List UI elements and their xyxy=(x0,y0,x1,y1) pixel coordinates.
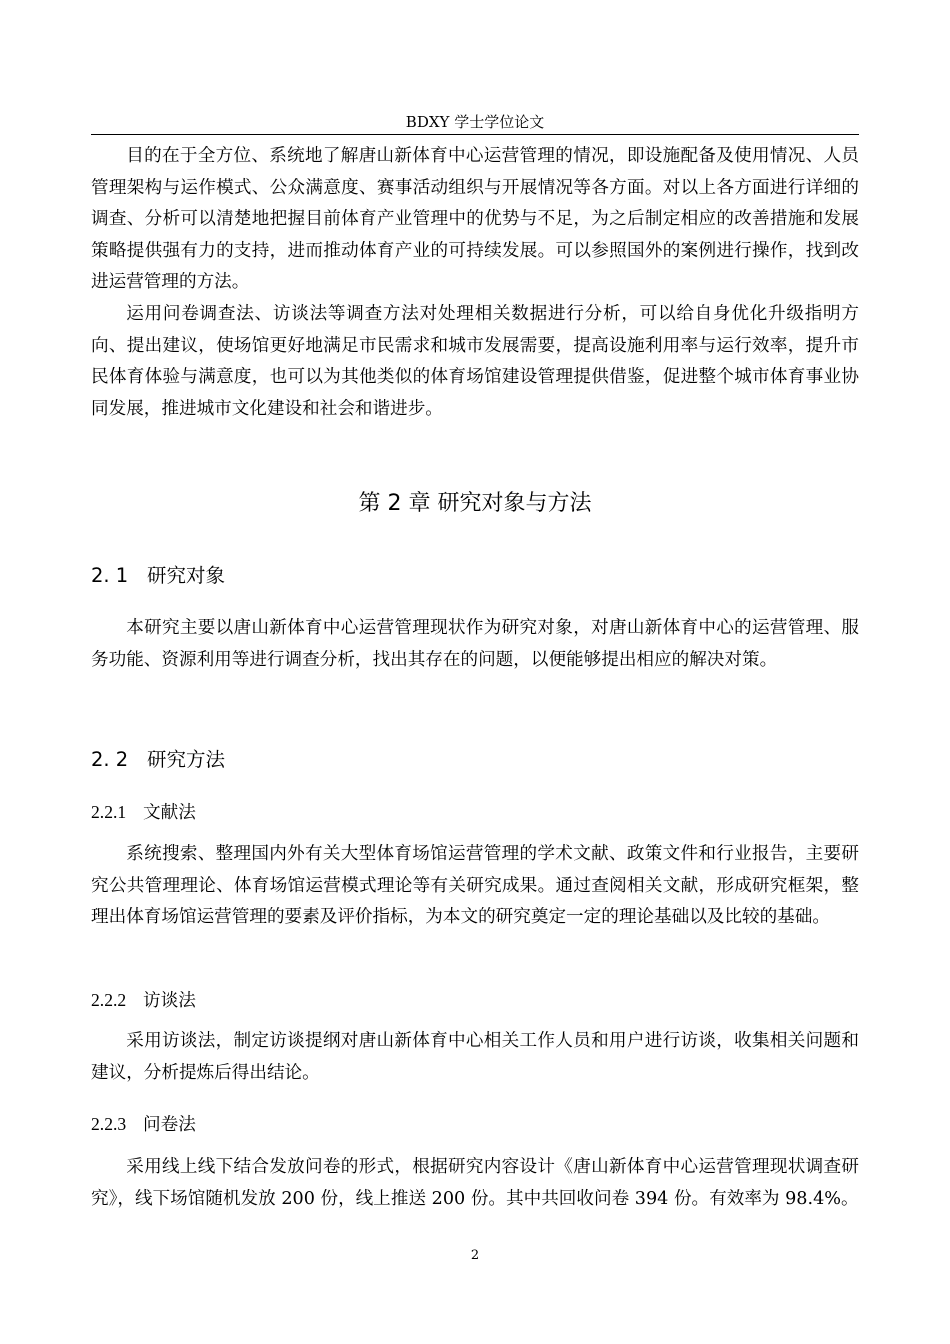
subsection-2-2-3-paragraph: 采用线上线下结合发放问卷的形式，根据研究内容设计《唐山新体育中心运营管理现状调查研究》，线下场馆随机发放 200 份，线上推送 200 份。其中共回收问卷 394 份。有效率为 98.4%。 xyxy=(91,1157,859,1209)
header-divider xyxy=(91,134,859,135)
subsection-heading-2-2-1 xyxy=(91,799,859,826)
subsection-heading-2-2-3 xyxy=(91,1111,859,1138)
subsection-title: 问卷法 xyxy=(143,1115,196,1135)
subsection-title: 访谈法 xyxy=(143,991,196,1011)
subsection-title: 文献法 xyxy=(143,803,196,823)
subsection-number: 2.2.2 xyxy=(91,990,127,1010)
chapter-title: 第 2 章 研究对象与方法 xyxy=(358,491,592,516)
section-2-1-paragraph: 本研究主要以唐山新体育中心运营管理现状作为研究对象，对唐山新体育中心的运营管理、服务功能、资源利用等进行调查分析，找出其存在的问题，以便能够提出相应的解决对策。 xyxy=(91,618,859,670)
section-heading-2-1 xyxy=(91,562,859,590)
section-title: 研究方法 xyxy=(147,748,226,771)
section-number: 2. 2 xyxy=(91,748,129,771)
subsection-2-2-1-paragraph: 系统搜索、整理国内外有关大型体育场馆运营管理的学术文献、政策文件和行业报告，主要研究公共管理理论、体育场馆运营模式理论等有关研究成果。通过查阅相关文献，形成研究框架，整理出体育场馆运营管理的要素及评价指标，为本文的研究奠定一定的理论基础以及比较的基础。 xyxy=(91,844,859,928)
subsection-heading-2-2-2 xyxy=(91,987,859,1014)
intro-paragraph-2: 运用问卷调查法、访谈法等调查方法对处理相关数据进行分析，可以给自身优化升级指明方向、提出建议，使场馆更好地满足市民需求和城市发展需要，提高设施利用率与运行效率，提升市民体育体验与满意度，也可以为其他类似的体育场馆建设管理提供借鉴，促进整个城市体育事业协同发展，推进城市文化建设和社会和谐进步。 xyxy=(91,304,859,419)
subsection-number: 2.2.3 xyxy=(91,1114,127,1134)
subsection-2-2-2-paragraph: 采用访谈法，制定访谈提纲对唐山新体育中心相关工作人员和用户进行访谈，收集相关问题和建议，分析提炼后得出结论。 xyxy=(91,1031,859,1083)
page-number: 2 xyxy=(470,1248,480,1263)
section-heading-2-2 xyxy=(91,746,859,774)
intro-paragraph-1: 目的在于全方位、系统地了解唐山新体育中心运营管理的情况，即设施配备及使用情况、人员管理架构与运作模式、公众满意度、赛事活动组织与开展情况等各方面。对以上各方面进行详细的调查、分析可以清楚地把握目前体育产业管理中的优势与不足，为之后制定相应的改善措施和发展策略提供强有力的支持，进而推动体育产业的可持续发展。可以参照国外的案例进行操作，找到改进运营管理的方法。 xyxy=(91,146,859,293)
page-header: BDXY 学士学位论文 xyxy=(405,113,545,131)
section-title: 研究对象 xyxy=(147,564,226,587)
subsection-number: 2.2.1 xyxy=(91,802,127,822)
section-number: 2. 1 xyxy=(91,564,129,587)
